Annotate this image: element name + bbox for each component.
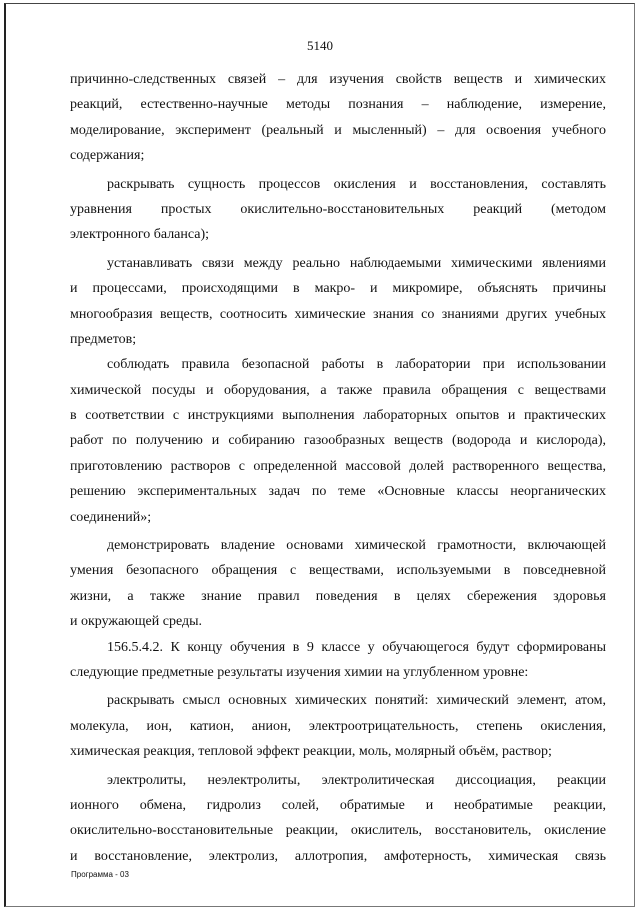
text-line: электронного баланса); [70,227,210,243]
text-line: и процессами, происходящими в макро- и микромире, объяснять причины [70,281,606,297]
text-line: и окружающей среды. [70,614,203,630]
text-line: причинно-следственных связей – для изучения свойств веществ и химических [70,72,606,87]
text-line: раскрывать сущность процессов окисления и восстановления, составлять [107,176,606,192]
text-line: содержания; [70,148,145,164]
page-footer: Программа - 03 [71,870,129,879]
text-line: соединений»; [70,509,152,525]
text-line: следующие предметные результаты изучения химии на углубленном уровне: [70,664,529,680]
paragraph-7 [70,688,606,764]
text-line: раскрывать смысл основных химических понятий: химический элемент, атом, [107,693,606,709]
text-line: химической посуды и оборудования, а также правила обращения с веществами [70,382,606,398]
text-line: умения безопасного обращения с веществами, используемыми в повседневной [70,563,606,579]
text-line: предметов; [70,331,137,347]
text-line: электролиты, неэлектролиты, электролитическая диссоциация, реакции [107,772,606,788]
text-line: моделирование, эксперимент (реальный и мысленный) – для освоения учебного [70,122,606,138]
text-line: уравнения простых окислительно-восстановительных реакций (методом [70,201,606,217]
text-line: соблюдать правила безопасной работы в лаборатории при использовании [107,357,606,373]
text-line: приготовлению растворов с определенной массовой долей растворенного вещества, [70,458,606,474]
paragraph-8 [70,768,606,870]
text-line: устанавливать связи между реально наблюдаемыми химическими явлениями [107,255,606,271]
text-line: и восстановление, электролиз, аллотропия, амфотерность, химическая связь [70,848,606,864]
text-line: демонстрировать владение основами химической грамотности, включающей [107,538,606,554]
text-line: ионного обмена, гидролиз солей, обратимые и необратимые реакции, [70,797,606,813]
paragraph-3 [70,251,606,353]
text-line: жизни, а также знание правил поведения в целях сбережения здоровья [70,588,606,604]
text-line: многообразия веществ, соотносить химические знания со знаниями других учебных [70,306,606,322]
text-line: химическая реакция, тепловой эффект реакции, моль, молярный объём, раствор; [70,744,552,760]
page-number: 5140 [307,38,333,53]
text-line: окислительно-восстановительные реакции, окислитель, восстановитель, окисление [70,823,606,839]
paragraph-2 [70,172,606,248]
paragraph-4 [70,352,606,530]
text-line: решению экспериментальных задач по теме «Основные классы неорганических [70,484,606,500]
paragraph-5 [70,533,606,635]
text-line: молекула, ион, катион, анион, электроотрицательность, степень окисления, [70,718,606,734]
paragraph-1 [70,67,606,169]
document-body [70,67,606,869]
text-line: 156.5.4.2. К концу обучения в 9 классе у обучающегося будут сформированы [107,639,606,655]
text-line: работ по получению и собиранию газообразных веществ (водорода и кислорода), [70,433,606,449]
paragraph-6 [70,635,606,686]
text-line: реакций, естественно-научные методы познания – наблюдение, измерение, [70,97,606,113]
text-line: в соответствии с инструкциями выполнения лабораторных опытов и практических [70,408,606,424]
